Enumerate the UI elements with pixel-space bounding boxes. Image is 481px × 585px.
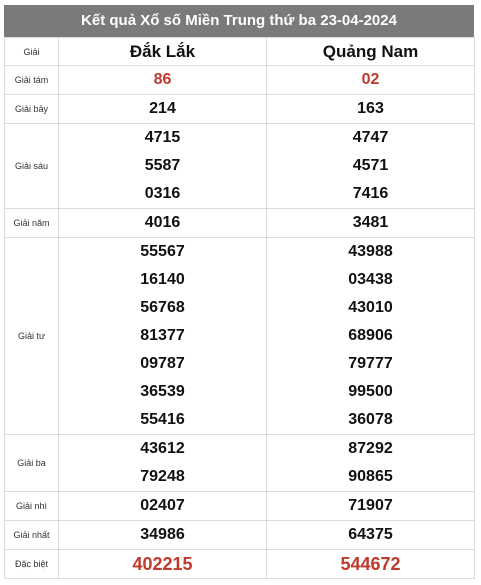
prize-number: 544672 — [340, 554, 401, 574]
prize-number: 36539 — [140, 383, 185, 400]
prize-row-g4 — [5, 238, 475, 435]
numbers-g8-province1 — [59, 66, 267, 95]
numbers-g7-province2 — [267, 95, 475, 124]
numbers-special-province2 — [267, 550, 475, 579]
numbers-g6-province2 — [267, 124, 475, 209]
prize-number: 56768 — [140, 299, 185, 316]
prize-row-g5 — [5, 209, 475, 238]
prize-row-special — [5, 550, 475, 579]
prize-label-g7: Giải bảy — [5, 95, 59, 124]
numbers-g4-province2 — [267, 238, 475, 435]
prize-number: 79777 — [348, 355, 393, 372]
prize-number: 36078 — [348, 411, 393, 428]
numbers-g7-province1 — [59, 95, 267, 124]
prize-number: 5587 — [144, 157, 181, 174]
province-quang-nam: Quảng Nam — [267, 38, 475, 66]
prize-number: 0316 — [144, 185, 181, 202]
prize-number: 02407 — [140, 497, 185, 514]
numbers-g1-province1 — [59, 521, 267, 550]
prize-row-g3 — [5, 435, 475, 492]
prize-label-g2: Giải nhì — [5, 492, 59, 521]
prize-label-g4: Giải tư — [5, 238, 59, 435]
prize-number: 86 — [153, 71, 172, 88]
prize-number: 81377 — [140, 327, 185, 344]
prize-number: 09787 — [140, 355, 185, 372]
numbers-g3-province2 — [267, 435, 475, 492]
header-prize-label: Giải — [5, 38, 59, 66]
prize-number: 163 — [357, 100, 384, 117]
prize-number: 68906 — [348, 327, 393, 344]
prize-row-g1 — [5, 521, 475, 550]
numbers-g2-province1 — [59, 492, 267, 521]
prize-number: 7416 — [352, 185, 389, 202]
prize-number: 71907 — [348, 497, 393, 514]
prize-row-g6 — [5, 124, 475, 209]
numbers-g5-province2 — [267, 209, 475, 238]
prize-number: 402215 — [132, 554, 193, 574]
prize-number: 43612 — [140, 440, 185, 457]
numbers-g1-province2 — [267, 521, 475, 550]
prize-number: 43988 — [348, 243, 393, 260]
prize-label-g6: Giải sáu — [5, 124, 59, 209]
results-panel — [4, 5, 474, 579]
prize-number: 03438 — [348, 271, 393, 288]
numbers-g3-province1 — [59, 435, 267, 492]
results-table — [4, 37, 475, 579]
prize-label-g3: Giải ba — [5, 435, 59, 492]
prize-number: 4571 — [352, 157, 389, 174]
numbers-g8-province2 — [267, 66, 475, 95]
prize-number: 16140 — [140, 271, 185, 288]
numbers-special-province1 — [59, 550, 267, 579]
prize-number: 64375 — [348, 526, 393, 543]
prize-number: 4747 — [352, 129, 389, 146]
prize-number: 87292 — [348, 440, 393, 457]
prize-label-g8: Giải tám — [5, 66, 59, 95]
prize-number: 55416 — [140, 411, 185, 428]
prize-number: 3481 — [352, 214, 389, 231]
prize-number: 43010 — [348, 299, 393, 316]
prize-number: 02 — [361, 71, 380, 88]
prize-row-g2 — [5, 492, 475, 521]
prize-number: 4715 — [144, 129, 181, 146]
prize-label-special: Đặc biệt — [5, 550, 59, 579]
prize-row-g7 — [5, 95, 475, 124]
prize-number: 79248 — [140, 468, 185, 485]
prize-number: 34986 — [140, 526, 185, 543]
prize-number: 4016 — [144, 214, 181, 231]
prize-number: 55567 — [140, 243, 185, 260]
prize-number: 90865 — [348, 468, 393, 485]
page-title: Kết quả Xổ số Miền Trung thứ ba 23-04-2024 — [4, 5, 474, 37]
prize-number: 214 — [149, 100, 176, 117]
prize-number: 99500 — [348, 383, 393, 400]
prize-row-g8 — [5, 66, 475, 95]
prize-label-g5: Giải năm — [5, 209, 59, 238]
numbers-g4-province1 — [59, 238, 267, 435]
province-dak-lak: Đắk Lắk — [59, 38, 267, 66]
numbers-g2-province2 — [267, 492, 475, 521]
header-row — [5, 38, 475, 66]
numbers-g5-province1 — [59, 209, 267, 238]
prize-label-g1: Giải nhất — [5, 521, 59, 550]
numbers-g6-province1 — [59, 124, 267, 209]
